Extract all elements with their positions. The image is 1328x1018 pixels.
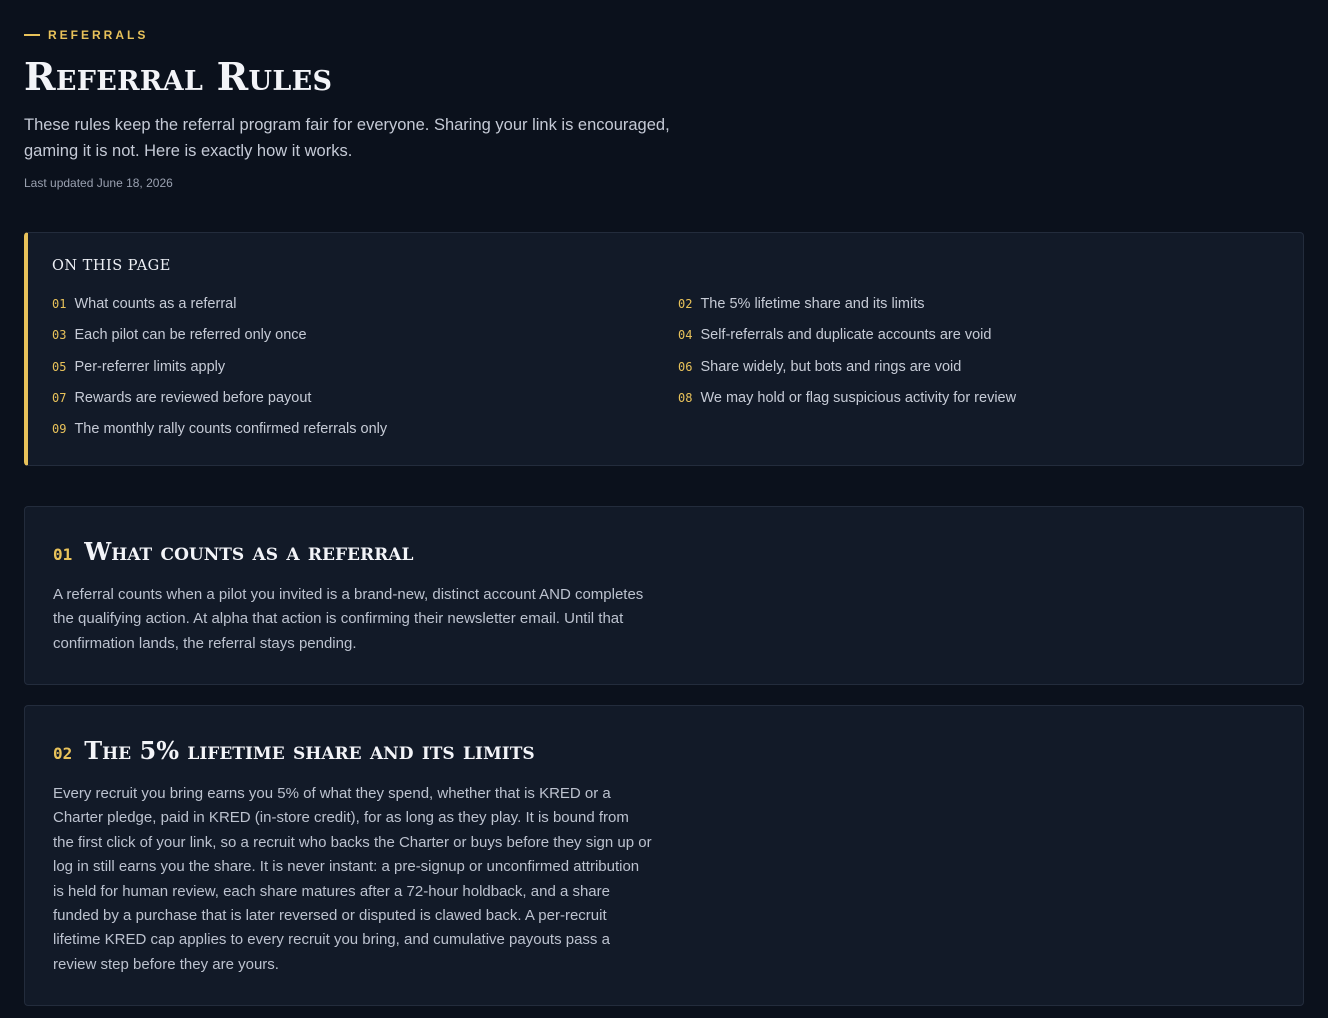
page-intro: These rules keep the referral program fair for everyone. Sharing your link is encouraged, gaming it is not. Here is exactly how it works. xyxy=(24,116,670,160)
toc-item-3[interactable] xyxy=(52,327,307,343)
toc-item-9[interactable] xyxy=(52,421,387,437)
toc-item-number: 09 xyxy=(52,422,67,436)
section-title: What counts as a referral xyxy=(84,537,414,566)
toc-item-label: Rewards are reviewed before payout xyxy=(74,390,312,406)
eyebrow-label: REFERRALS xyxy=(48,28,149,42)
toc-item-label: We may hold or flag suspicious activity for review xyxy=(700,390,1017,406)
section-heading xyxy=(53,537,413,566)
section-what-counts xyxy=(24,506,1304,685)
toc-item-1[interactable] xyxy=(52,296,236,312)
eyebrow xyxy=(24,28,148,42)
section-body: A referral counts when a pilot you invited is a brand-new, distinct account AND completes the qualifying action. At alpha that action is confirming their newsletter email. Until that confirmation lands, the referral stays pending. xyxy=(53,586,644,652)
toc-item-label: The monthly rally counts confirmed referrals only xyxy=(74,421,388,437)
toc-item-number: 07 xyxy=(52,391,67,405)
toc-item-4[interactable] xyxy=(678,327,991,343)
toc-item-number: 08 xyxy=(678,391,693,405)
section-lifetime-share xyxy=(24,705,1304,1006)
section-title: The 5% lifetime share and its limits xyxy=(84,736,535,765)
toc-item-number: 06 xyxy=(678,360,693,374)
toc-item-5[interactable] xyxy=(52,359,225,375)
toc-item-label: The 5% lifetime share and its limits xyxy=(700,296,925,312)
toc-item-label: Per-referrer limits apply xyxy=(74,359,226,375)
toc-item-label: Each pilot can be referred only once xyxy=(74,327,307,343)
toc-item-number: 03 xyxy=(52,328,67,342)
eyebrow-dash xyxy=(24,34,40,36)
toc-item-number: 02 xyxy=(678,297,693,311)
page-title: Referral Rules xyxy=(24,54,333,99)
toc-item-label: Self-referrals and duplicate accounts are void xyxy=(700,327,992,343)
table-of-contents xyxy=(24,232,1304,466)
section-heading xyxy=(53,736,535,765)
toc-item-label: Share widely, but bots and rings are void xyxy=(700,359,962,375)
toc-item-2[interactable] xyxy=(678,296,924,312)
toc-item-number: 05 xyxy=(52,360,67,374)
section-number: 02 xyxy=(53,744,73,763)
section-number: 01 xyxy=(53,545,73,564)
toc-title: ON THIS PAGE xyxy=(52,258,171,274)
toc-item-7[interactable] xyxy=(52,390,311,406)
section-body: Every recruit you bring earns you 5% of what they spend, whether that is KRED or a Charter pledge, paid in KRED (in-store credit), for as long as they play. It is bound from the first click of your link, so a recruit who backs the Charter or buys before they sign up or log in still earns you the share. It is never instant: a pre-signup or unconfirmed attribution is held for human review, each share matures after a 72-hour holdback, and a share funded by a purchase that is later reversed or disputed is clawed back. A per-recruit lifetime KRED cap applies to every recruit you bring, and cumulative payouts pass a review step before they are yours. xyxy=(53,785,652,973)
last-updated: Last updated June 18, 2026 xyxy=(24,176,173,190)
toc-item-number: 01 xyxy=(52,297,67,311)
toc-item-number: 04 xyxy=(678,328,693,342)
toc-item-8[interactable] xyxy=(678,390,1016,406)
toc-item-6[interactable] xyxy=(678,359,961,375)
toc-item-label: What counts as a referral xyxy=(74,296,237,312)
